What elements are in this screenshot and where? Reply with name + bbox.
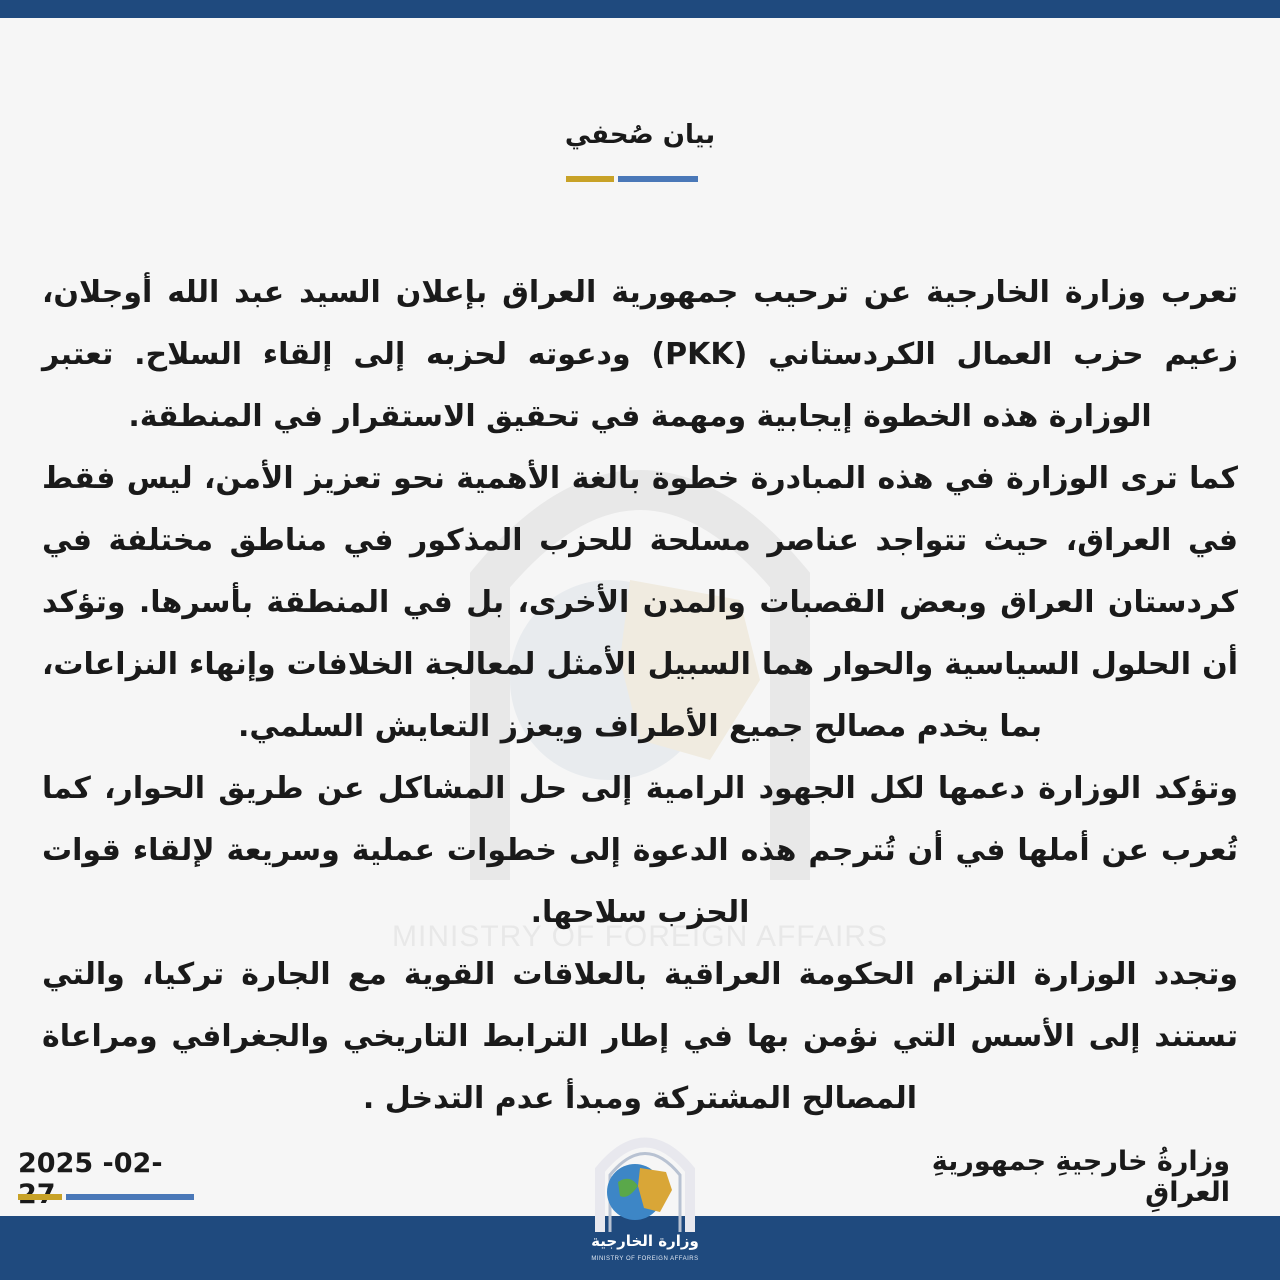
title-underline-blue xyxy=(618,176,698,182)
paragraph-dialogue: وتؤكد الوزارة دعمها لكل الجهود الرامية إلى حل المشاكل عن طريق الحوار، كما تُعرب عن أملها في أن تُترجم هذه الدعوة إلى خطوات عملية وسريعة لإلقاء قوات الحزب سلاحها. xyxy=(42,771,1238,930)
release-date: 2025 -02- xyxy=(18,1148,163,1179)
paragraph-welcome: تعرب وزارة الخارجية عن ترحيب جمهورية العراق بإعلان السيد عبد الله أوجلان، زعيم حزب العمال الكردستاني (PKK) ودعوته لحزبه إلى إلقاء السلاح. تعتبر الوزارة هذه الخطوة إيجابية ومهمة في تحقيق الاستقرار في المنطقة. xyxy=(42,275,1238,434)
logo-arabic-text: وزارة الخارجية xyxy=(591,1232,699,1250)
press-release-header xyxy=(540,120,740,150)
paragraph-security: كما ترى الوزارة في هذه المبادرة خطوة بالغة الأهمية نحو تعزيز الأمن، ليس فقط في العراق، حيث تتواجد عناصر مسلحة للحزب المذكور في مناطق مختلفة في كردستان العراق وبعض القصبات والمدن الأخرى، بل في المنطقة بأسرها. وتؤكد أن الحلول السياسية والحوار هما السبيل الأمثل لمعالجة الخلافات وإنهاء النزاعات، بما يخدم مصالح جميع الأطراف ويعزز التعايش السلمي. xyxy=(42,461,1238,744)
paragraph-turkey-relations: وتجدد الوزارة التزام الحكومة العراقية بالعلاقات القوية مع الجارة تركيا، والتي تستند إلى الأسس التي نؤمن بها في إطار الترابط التاريخي والجغرافي ومراعاة المصالح المشتركة ومبدأ عدم التدخل . xyxy=(42,957,1238,1116)
globe-iraq-emblem-icon xyxy=(580,1120,710,1232)
title-underline-gold xyxy=(566,176,614,182)
date-underline-blue xyxy=(66,1194,194,1200)
ministry-logo xyxy=(580,1120,710,1280)
statement-body xyxy=(42,262,1238,1130)
top-banner-bar xyxy=(0,0,1280,18)
date-underline-gold xyxy=(18,1194,62,1200)
ministry-signature: وزارةُ خارجيةِ جمهوريةِ العراقِ xyxy=(931,1146,1230,1208)
logo-english-text: MINISTRY OF FOREIGN AFFAIRS xyxy=(591,1256,699,1262)
page-title: بيان صُحفي xyxy=(564,120,716,150)
watermark-text: MINISTRY OF FOREIGN AFFAIRS xyxy=(392,920,888,953)
